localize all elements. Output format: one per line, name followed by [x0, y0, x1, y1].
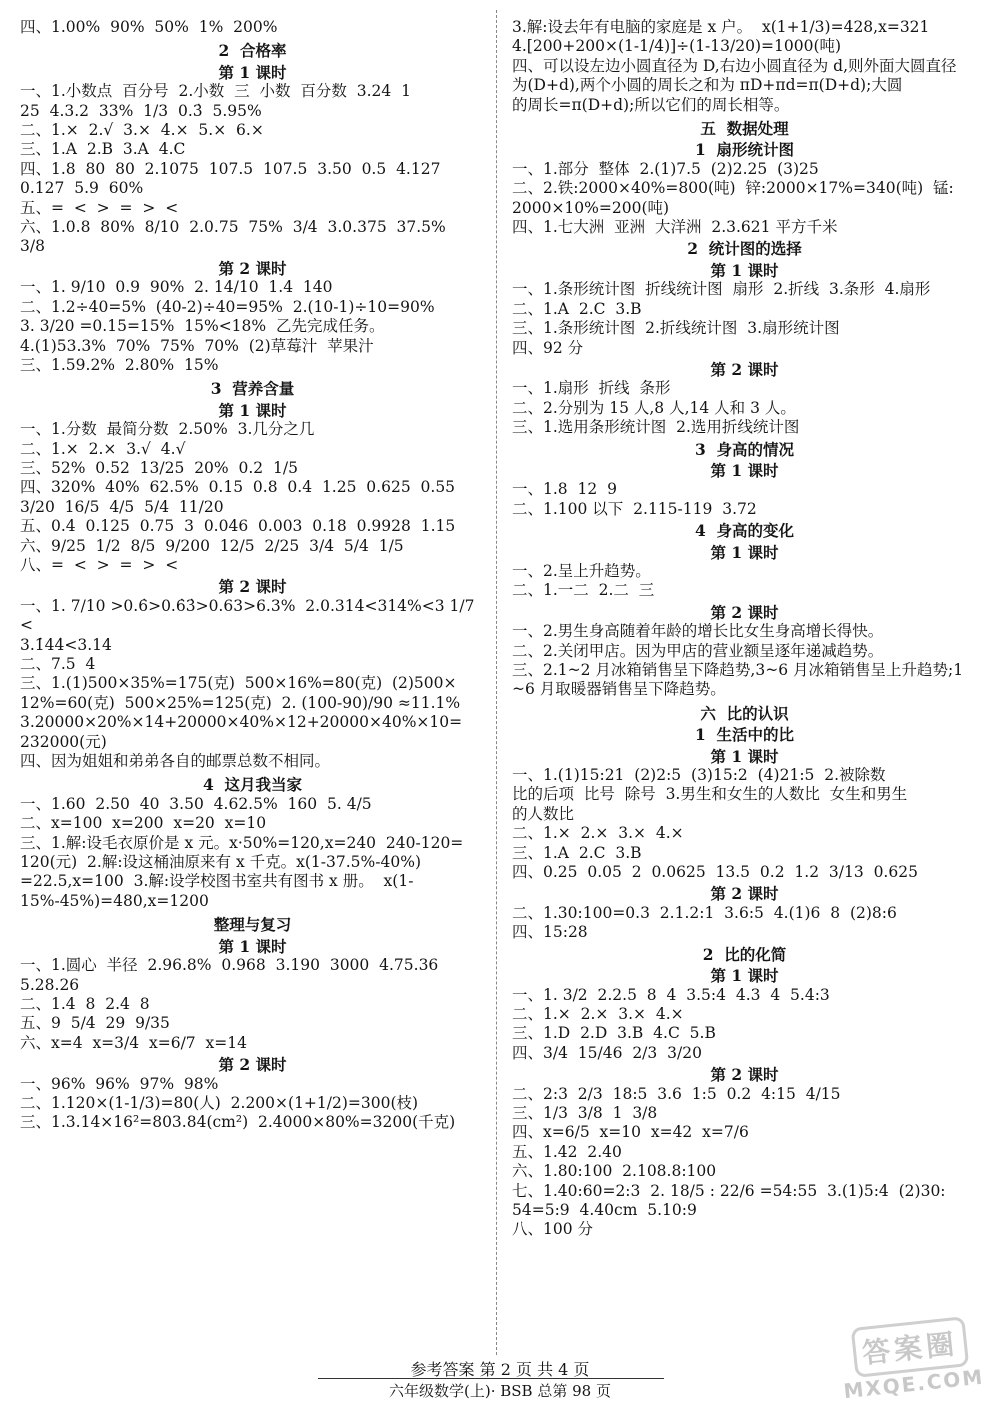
answer-line: 12%=60(克) 500×25%=125(克) 2. (100-90)/90 ≈11.1%	[20, 693, 461, 712]
lesson-title: 3 身高的情况	[694, 439, 795, 459]
answer-line: 六、1.80:100 2.108.8:100	[512, 1162, 717, 1181]
answer-line: 三、1.3.14×16²=803.84(cm²) 2.4000×80%=3200(千克)	[20, 1113, 456, 1132]
lesson-title: 1 生活中的比	[694, 725, 795, 745]
answer-line: 二、1.120×(1-1/3)=80(人) 2.200×(1+1/2)=300(枝)	[20, 1093, 419, 1112]
lesson-title: 第 1 课时	[710, 460, 779, 480]
lesson-title: 2 统计图的选择	[687, 239, 802, 259]
answer-line: 二、1.× 2.√ 3.× 4.× 5.× 6.×	[20, 121, 264, 140]
answer-line: 一、1.(1)15:21 (2)2:5 (3)15:2 (4)21:5 2.被除数	[512, 766, 886, 785]
watermark-title: 答案圈	[851, 1316, 970, 1378]
answer-line: 四、0.25 0.05 2 0.0625 13.5 0.2 1.2 3/13 0.625	[512, 863, 918, 882]
lesson-title: 第 2 课时	[710, 359, 779, 379]
answer-line: 五、9 5/4 29 9/35	[20, 1014, 170, 1033]
lesson-title: 第 1 课时	[710, 966, 779, 986]
answer-line: 三、2.1~2 月冰箱销售呈下降趋势,3~6 月冰箱销售呈上升趋势;1	[512, 661, 964, 679]
answer-line: =22.5,x=100 3.解:设学校图书室共有图书 x 册。 x(1-	[20, 872, 414, 891]
lesson-title: 4 身高的变化	[694, 521, 795, 541]
answer-line: 4.[200+200×(1-1/4)]÷(1-13/20)=1000(吨)	[512, 37, 842, 56]
answer-line: 一、1.60 2.50 40 3.50 4.62.5% 160 5. 4/5	[20, 794, 372, 813]
answer-line: 三、1.解:设毛衣原价是 x 元。x·50%=120,x=240 240-120=	[20, 833, 464, 852]
answer-line: 3.1̇44̇<3.14	[20, 635, 112, 654]
lesson-title: 第 1 课时	[218, 400, 287, 420]
answer-line: 二、1.4 8 2.4 8	[20, 994, 150, 1013]
answer-line: 一、1.扇形 折线 条形	[512, 379, 671, 398]
answer-line: 15%-45%)=480,x=1200	[20, 891, 209, 910]
answer-line: 四、因为姐姐和弟弟各自的邮票总数不相同。	[20, 752, 331, 771]
answer-line: 二、1.2÷40=5% (40-2)÷40=95% 2.(10-1)÷10=90%	[20, 297, 435, 316]
answer-line: 120(元) 2.解:设这桶油原来有 x 千克。x(1-37.5%-40%)	[20, 853, 422, 872]
answer-line: 一、1.部分 整体 2.(1)7.5 (2)2.25 (3)25	[512, 159, 819, 178]
section-title: 4 这月我当家	[202, 775, 303, 795]
answer-line: 一、1.条形统计图 折线统计图 扇形 2.折线 3.条形 4.扇形	[512, 280, 931, 299]
answer-line: 一、1.圆心 半径 2.96.8% 0.968 3.190 3000 4.75.36	[20, 956, 439, 975]
answer-line: 一、1.小数点 百分号 2.小数 三 小数 百分数 3.24 1	[20, 82, 411, 101]
answer-line: 四、x=6/5 x=10 x=42 x=7/6	[512, 1123, 749, 1142]
answer-line: 六、x=4 x=3/4 x=6/7 x=14	[20, 1033, 247, 1052]
lesson-title: 2 比的化简	[702, 944, 787, 964]
answer-line: 四、1.00% 90% 50% 1% 200%	[20, 18, 278, 36]
answer-line: 八、100 分	[512, 1220, 594, 1239]
answer-line: 八、= < > = > <	[20, 555, 179, 574]
answer-line: 二、1.× 2.× 3.× 4.×	[512, 1004, 684, 1023]
lesson-title: 第 1 课时	[218, 62, 287, 82]
answer-line: 四、92 分	[512, 338, 584, 357]
answer-line: 四、15:28	[512, 923, 588, 942]
answer-line: 的周长=π(D+d);所以它们的周长相等。	[512, 95, 790, 114]
answer-line: 四、3/4 15/46 2/3 3/20	[512, 1043, 702, 1062]
answer-line: 的人数比	[512, 804, 575, 823]
answer-line: 三、1.A 2.B 3.A 4.C	[20, 140, 186, 159]
answer-line: 比的后项 比号 除号 3.男生和女生的人数比 女生和男生	[512, 785, 908, 804]
answer-line: 5.28.26	[20, 975, 80, 994]
lesson-title: 第 1 课时	[710, 260, 779, 280]
answer-line: 三、52% 0.52 13/25 20% 0.2 1/5	[20, 458, 298, 477]
lesson-title: 第 1 课时	[710, 746, 779, 766]
answer-line: 三、1.(1)500×35%=175(克) 500×16%=80(克) (2)500×	[20, 674, 457, 693]
answer-line: 五、0.4 0.125 0.75 3 0.046 0.003 0.18 0.9928 1.15	[20, 517, 456, 536]
answer-line: 六、9/25 1/2 8/5 9/200 12/5 2/25 3/4 5/4 1/5	[20, 536, 404, 555]
lesson-title: 第 2 课时	[710, 602, 779, 622]
answer-line: 七、1.40:60=2:3 2. 18/5 : 22/6 =54:55 3.(1)5:4 (2)30:	[512, 1181, 946, 1200]
footer-book-info: 六年级数学(上)· BSB 总第 98 页	[389, 1382, 611, 1400]
answer-line: 3. 3/20 =0.15=15% 15%<18% 乙先完成任务。	[20, 317, 385, 336]
section-title: 2 合格率	[218, 41, 287, 61]
watermark-url: MXQE.COM	[842, 1364, 986, 1404]
right-column	[512, 18, 977, 1240]
answer-line: 三、1.A 2.C 3.B	[512, 843, 642, 862]
answer-line: 3.解:设去年有电脑的家庭是 x 户。 x(1+1/3)=428,x=321	[512, 18, 930, 36]
answer-line: 二、x=100 x=200 x=20 x=10	[20, 814, 267, 833]
answer-line: 五、1.42 2.40	[512, 1142, 622, 1161]
section-title: 六 比的认识	[700, 703, 789, 723]
answer-line: 2000×10%=200(吨)	[512, 198, 670, 217]
answer-line: 一、1. 9/10 0.9 90% 2. 14/10 1.4 140	[20, 278, 333, 297]
answer-line: 一、1. 3/2 2.2.5 8 4 3.5:4 4.3 4 5.4:3	[512, 985, 830, 1004]
answer-line: 四、320% 40% 62.5% 0.15 0.8 0.4 1.25 0.625 0.55	[20, 478, 456, 497]
answer-line: 一、1.8 12 9	[512, 480, 617, 499]
answer-line: 三、1.选用条形统计图 2.选用折线统计图	[512, 418, 800, 437]
answer-line: 二、2:3 2/3 18:5 3.6 1:5 0.2 4:15 4/15	[512, 1084, 841, 1103]
answer-line: 三、1.59.2% 2.80% 15%	[20, 355, 219, 374]
lesson-title: 第 2 课时	[710, 884, 779, 904]
section-title: 五 数据处理	[700, 119, 789, 139]
answer-line: 二、1.30:100=0.3 2.1.2:1 3.6:5 4.(1)6 8 (2)8:6	[512, 903, 897, 922]
answer-line: 一、1.分数 最简分数 2.50% 3.几分之几	[20, 420, 315, 439]
answer-line: 二、1.100 以下 2.115-119 3.72	[512, 499, 757, 518]
answer-line: 0.127 5.9 60%	[20, 179, 144, 198]
answer-line: ~6 月取暖器销售呈下降趋势。	[512, 680, 726, 699]
section-title: 3 营养含量	[210, 379, 295, 399]
column-divider	[496, 10, 497, 1355]
lesson-title: 第 2 课时	[218, 1055, 287, 1075]
answer-line: 3/20 16/5 4/5 5/4 11/20	[20, 497, 224, 516]
footer-page-info: 参考答案 第 2 页 共 4 页	[410, 1360, 590, 1379]
answer-line: 一、1. 7/10 >0.6̇>0.6̇3̇>0.63>6.3% 2.0.314<314%<3 1/7 <	[20, 596, 480, 635]
answer-line: 一、2.男生身高随着年龄的增长比女生身高增长得快。	[512, 622, 884, 641]
answer-line: 五、= < > = > <	[20, 198, 179, 217]
answer-line: 四、可以设左边小圆直径为 D,右边小圆直径为 d,则外面大圆直径	[512, 56, 957, 75]
answer-line: 一、96% 96% 97% 98%	[20, 1074, 219, 1093]
answer-line: 232000(元)	[20, 732, 107, 751]
answer-line: 二、2.分别为 15 人,8 人,14 人和 3 人。	[512, 398, 796, 417]
answer-line: 四、1.8 80 80 2.1075 107.5 107.5 3.50 0.5 4.127	[20, 159, 441, 178]
answer-line: 二、2.关闭甲店。因为甲店的营业额呈逐年递减趋势。	[512, 641, 884, 660]
answer-line: 二、2.铁:2000×40%=800(吨) 锌:2000×17%=340(吨) 锰:	[512, 179, 954, 198]
answer-line: 二、7.5 4	[20, 655, 96, 673]
answer-line: 25 4.3.2 33% 1/3 0.3̇ 5.95%	[20, 101, 262, 120]
answer-line: 3.20000×20%×14+20000×40%×12+20000×40%×10=	[20, 713, 463, 732]
answer-line: 4.(1)53.3% 70% 75% 70% (2)草莓汁 苹果汁	[20, 336, 374, 355]
lesson-title: 1 扇形统计图	[694, 140, 795, 160]
answer-line: 四、1.七大洲 亚洲 大洋洲 2.3.621 平方千米	[512, 218, 838, 237]
answer-line: 三、1/3 3/8 1 3/8	[512, 1103, 658, 1122]
answer-line: 三、1.D 2.D 3.B 4.C 5.B	[512, 1024, 716, 1043]
answer-line: 六、1.0.8 80% 8/10 2.0.75 75% 3/4 3.0.375 37.5%	[20, 218, 446, 237]
watermark-logo	[833, 1314, 989, 1404]
section-title: 整理与复习	[213, 915, 292, 935]
left-column	[20, 18, 485, 1133]
lesson-title: 第 2 课时	[218, 258, 287, 278]
answer-line: 二、1.一二 2.二 三	[512, 581, 655, 600]
answer-line: 二、1.A 2.C 3.B	[512, 299, 642, 318]
answer-line: 为(D+d),两个小圆的周长之和为 πD+πd=π(D+d);大圆	[512, 76, 903, 95]
lesson-title: 第 2 课时	[218, 577, 287, 597]
lesson-title: 第 2 课时	[710, 1065, 779, 1085]
answer-line: 三、1.条形统计图 2.折线统计图 3.扇形统计图	[512, 319, 840, 338]
answer-line: 3/8	[20, 237, 45, 256]
lesson-title: 第 1 课时	[218, 936, 287, 956]
answer-line: 二、1.× 2.× 3.× 4.×	[512, 824, 684, 843]
answer-line: 二、1.× 2.× 3.√ 4.√	[20, 439, 186, 458]
answer-line: 一、2.呈上升趋势。	[512, 561, 651, 580]
lesson-title: 第 1 课时	[710, 542, 779, 562]
answer-line: 54=5:9 4.40cm 5.10:9	[512, 1200, 697, 1219]
